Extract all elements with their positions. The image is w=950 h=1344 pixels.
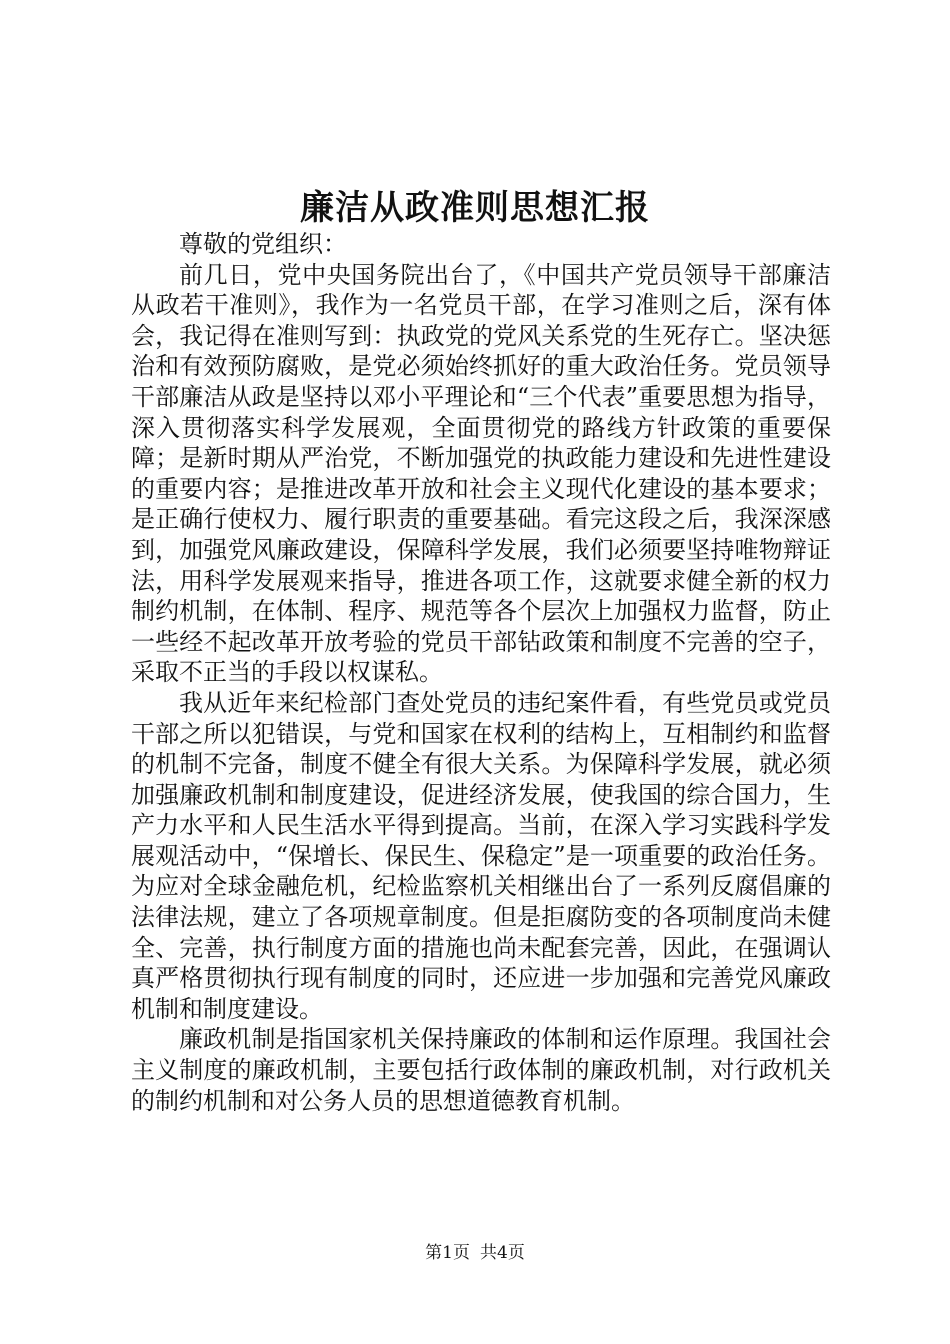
salutation: 尊敬的党组织： bbox=[179, 230, 347, 258]
paragraph: 前几日，党中央国务院出台了，《中国共产党员领导干部廉洁从政若干准则》，我作为一名党员干部，在学习准则之后，深有体会，我记得在准则写到：执政党的党风关系党的生死存亡。坚决惩治和有效预防腐败，是党必须始终抓好的重大政治任务。党员领导干部廉洁从政是坚持以邓小平理论和“三个代表”重要思想为指导，深入贯彻落实科学发展观，全面贯彻党的路线方针政策的重要保障；是新时期从严治党，不断加强党的执政能力建设和先进性建设的重要内容；是推进改革开放和社会主义现代化建设的基本要求；是正确行使权力、履行职责的重要基础。看完这段之后，我深深感到，加强党风廉政建设，保障科学发展，我们必须要坚持唯物辩证法，用科学发展观来指导，推进各项工作，这就要求健全新的权力制约机制，在体制、程序、规范等各个层次上加强权力监督，防止一些经不起改革开放考验的党员干部钻政策和制度不完善的空子，采取不正当的手段以权谋私。 bbox=[131, 260, 831, 687]
document-body bbox=[131, 229, 831, 1116]
page-number: 第1页 bbox=[425, 1243, 470, 1263]
page-total: 共4页 bbox=[480, 1243, 525, 1263]
paragraph: 我从近年来纪检部门查处党员的违纪案件看，有些党员或党员干部之所以犯错误，与党和国家在权利的结构上，互相制约和监督的机制不完备，制度不健全有很大关系。为保障科学发展，就必须加强廉政机制和制度建设，促进经济发展，使我国的综合国力，生产力水平和人民生活水平得到提高。当前，在深入学习实践科学发展观活动中，“保增长、保民生、保稳定”是一项重要的政治任务。为应对全球金融危机，纪检监察机关相继出台了一系列反腐倡廉的法律法规，建立了各项规章制度。但是拒腐防变的各项制度尚未健全、完善，执行制度方面的措施也尚未配套完善，因此，在强调认真严格贯彻执行现有制度的同时，还应进一步加强和完善党风廉政机制和制度建设。 bbox=[131, 688, 831, 1023]
page-footer bbox=[0, 1241, 950, 1265]
document-title: 廉洁从政准则思想汇报 bbox=[300, 188, 650, 228]
paragraph: 廉政机制是指国家机关保持廉政的体制和运作原理。我国社会主义制度的廉政机制，主要包括行政体制的廉政机制，对行政机关的制约机制和对公务人员的思想道德教育机制。 bbox=[131, 1025, 831, 1115]
